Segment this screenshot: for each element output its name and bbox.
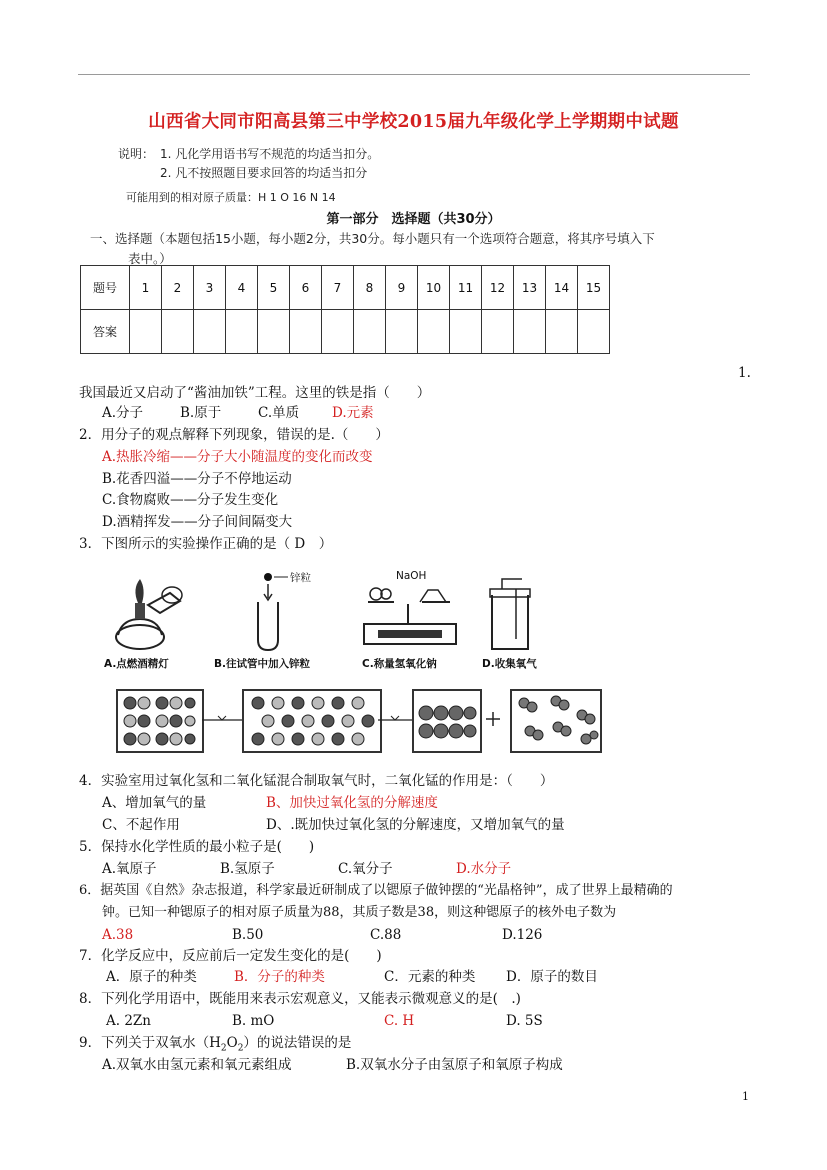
reaction-arrow-2 [378,714,412,726]
q9-stem-post: ）的说法错误的是 [243,1035,352,1051]
q7-stem: 7．化学反应中，反应前后一定发生变化的是( ) [79,948,382,964]
figure-c-balance [358,580,468,656]
q5-stem: 5．保持水化学性质的最小粒子是( ) [79,839,315,855]
q4-option-c: C、不起作用 [102,817,180,833]
table-number: 2 [162,266,194,310]
answer-cell [258,310,290,354]
q6-option-d: D.126 [502,927,543,943]
q6-option-a: A.38 [102,927,134,943]
table-number: 8 [354,266,386,310]
table-number: 6 [290,266,322,310]
q7-option-c: C．元素的种类 [384,969,476,985]
q2-stem: 2．用分子的观点解释下列现象，错误的是.（ ） [79,427,389,443]
answer-cell [322,310,354,354]
q3-stem: 3．下图所示的实验操作正确的是（ D ） [79,536,333,552]
table-number: 10 [418,266,450,310]
q1-option-a: A.分子 [102,405,144,421]
note-1: 1. 凡化学用语书写不规范的均适当扣分。 [160,147,380,161]
answer-cell [130,310,162,354]
table-number: 9 [386,266,418,310]
figure-c-naoh-label: NaOH [396,570,427,582]
product-atoms [414,691,480,751]
table-number: 11 [450,266,482,310]
plus-sign [484,710,502,728]
product-molecules [512,691,600,751]
q8-option-b: B. mO [232,1013,275,1029]
table-number: 12 [482,266,514,310]
table-row [81,310,610,354]
answer-cell [386,310,418,354]
q1-option-c: C.单质 [258,405,300,421]
answer-cell [482,310,514,354]
q7-option-d: D．原子的数目 [506,969,598,985]
figure-d-caption: D.收集氧气 [482,658,537,670]
intermediate-atoms [244,691,380,751]
table-row2-header: 答案 [81,310,130,354]
q9-o: O [226,1035,238,1051]
q9-stem-pre: 9．下列关于双氧水（H [79,1035,221,1051]
header-rule [78,74,750,75]
q6-line1: 6．据英国《自然》杂志报道，科学家最近研制成了以锶原子做钟摆的“光晶格钟”，成了世界上最精确的 [79,883,673,898]
q5-option-b: B.氢原子 [220,861,275,877]
q1-option-b: B.原于 [180,405,222,421]
atomic-masses: 可能用到的相对原子质量：H 1 O 16 N 14 [126,191,336,204]
table-number: 4 [226,266,258,310]
q8-stem: 8．下列化学用语中，既能用来表示宏观意义，又能表示微观意义的是( .) [79,991,521,1007]
answer-cell [194,310,226,354]
reaction-arrow-1 [202,714,242,726]
q9-option-b: B.双氧水分子由氢原子和氧原子构成 [346,1057,563,1073]
answer-cell [514,310,546,354]
q6-option-b: B.50 [232,927,264,943]
figure-a-alcohol-lamp [100,575,200,655]
answer-cell [578,310,610,354]
q1-stem: 我国最近又启动了“酱油加铁”工程。这里的铁是指（ ） [79,385,431,401]
q4-stem: 4．实验室用过氧化氢和二氧化锰混合制取氧气时，二氧化锰的作用是：（ ） [79,773,554,789]
part1-instruction-line2: 表中。） [128,251,172,266]
q9-option-a: A.双氧水由氢元素和氧元素组成 [102,1057,292,1073]
answer-cell [546,310,578,354]
part1-instruction-line1: 一、选择题（本题包括15小题，每小题2分，共30分。每小题只有一个选项符合题意，将其序号填入下 [90,231,655,246]
notes-label: 说明： [118,147,155,161]
answer-cell [418,310,450,354]
q2-option-d: D.酒精挥发——分子间间隔变大 [102,514,293,530]
page-title: 山西省大同市阳高县第三中学校2015届九年级化学上学期期中试题 [148,112,679,132]
note-2: 2. 凡不按照题目要求回答的均适当扣分 [160,166,368,180]
q8-option-d: D. 5S [506,1013,543,1029]
answer-cell [290,310,322,354]
q5-option-c: C.氧分子 [338,861,393,877]
table-number: 13 [514,266,546,310]
q7-option-a: A．原子的种类 [106,969,197,985]
q7-option-b: B．分子的种类 [234,969,325,985]
q2-option-a: A.热胀冷缩——分子大小随温度的变化而改变 [102,449,373,465]
table-number: 14 [546,266,578,310]
figure-a-caption: A.点燃酒精灯 [104,658,169,670]
q4-option-b: B、加快过氧化氢的分解速度 [266,795,438,811]
table-number: 15 [578,266,610,310]
table-number: 1 [130,266,162,310]
q2-option-b: B.花香四溢——分子不停地运动 [102,471,292,487]
answer-table [80,265,610,354]
q8-option-c: C. H [384,1013,415,1029]
figure-b-caption: B.往试管中加入锌粒 [214,658,310,670]
answer-cell [162,310,194,354]
q9-sub-h: 2 [220,1043,227,1054]
answer-cell [226,310,258,354]
reactant-molecules [118,691,202,751]
page-number: 1 [742,1090,749,1103]
table-number: 3 [194,266,226,310]
q9-sub-o: 2 [237,1043,244,1054]
figure-d-gas-bottle [482,575,542,655]
q6-line2: 钟。已知一种锶原子的相对原子质量为88，其质子数是38，则这种锶原子的核外电子数为 [102,905,617,920]
q1-number: 1. [738,365,751,381]
answer-cell [450,310,482,354]
section-heading: 第一部分 选择题（共30分） [326,212,501,227]
q8-option-a: A. 2Zn [106,1013,151,1029]
q2-option-c: C.食物腐败——分子发生变化 [102,492,279,508]
q4-option-d: D、.既加快过氧化氢的分解速度，又增加氧气的量 [266,817,565,833]
q5-option-a: A.氧原子 [102,861,157,877]
figure-c-caption: C.称量氢氧化钠 [362,658,437,670]
q5-option-d: D.水分子 [456,861,512,877]
table-number: 5 [258,266,290,310]
table-row1-header: 题号 [81,266,130,310]
figure-b-zinc-label: 锌粒 [290,572,311,584]
table-number: 7 [322,266,354,310]
q4-option-a: A、增加氧气的量 [102,795,207,811]
q6-option-c: C.88 [370,927,402,943]
figure-b-test-tube [238,570,328,655]
answer-cell [354,310,386,354]
table-row [81,266,610,310]
q1-option-d: D.元素 [332,405,374,421]
